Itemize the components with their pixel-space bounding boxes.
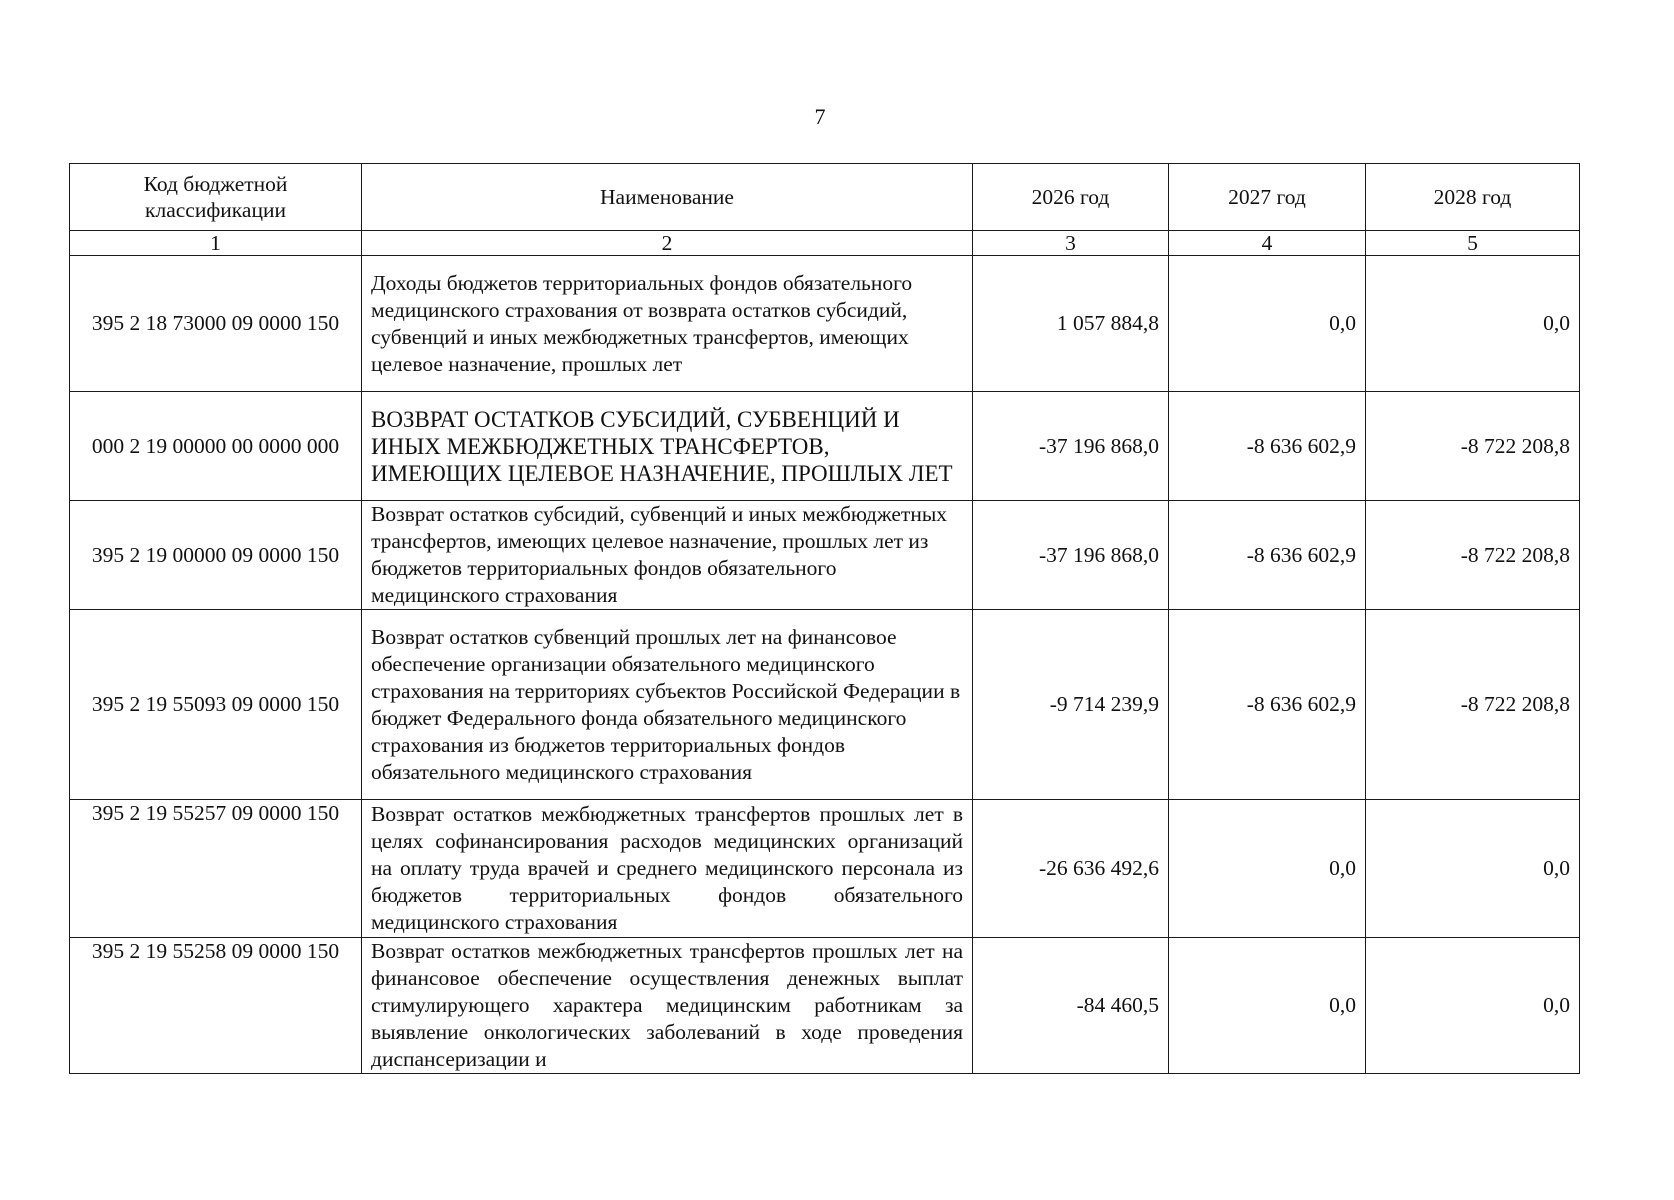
table-row	[70, 501, 1580, 610]
budget-code-cell: 395 2 19 00000 09 0000 150	[70, 501, 362, 610]
item-name-cell: Возврат остатков субсидий, субвенций и иных межбюджетных трансфертов, имеющих целевое назначение, прошлых лет из бюджетов территориальных фондов обязательного медицинского страхования	[362, 501, 973, 610]
table-row	[70, 392, 1580, 501]
value-2026-cell: 1 057 884,8	[973, 256, 1169, 392]
column-number: 4	[1169, 231, 1366, 256]
table-row	[70, 938, 1580, 1074]
item-name-cell: ВОЗВРАТ ОСТАТКОВ СУБСИДИЙ, СУБВЕНЦИЙ И ИНЫХ МЕЖБЮДЖЕТНЫХ ТРАНСФЕРТОВ, ИМЕЮЩИХ ЦЕЛЕВОЕ НАЗНАЧЕНИЕ, ПРОШЛЫХ ЛЕТ	[362, 392, 973, 501]
value-2027-cell: -8 636 602,9	[1169, 610, 1366, 800]
budget-code-cell: 000 2 19 00000 00 0000 000	[70, 392, 362, 501]
header-2027: 2027 год	[1169, 164, 1366, 231]
budget-code-cell: 395 2 19 55093 09 0000 150	[70, 610, 362, 800]
budget-code-cell: 395 2 18 73000 09 0000 150	[70, 256, 362, 392]
item-name-cell: Доходы бюджетов территориальных фондов обязательного медицинского страхования от возврата остатков субсидий, субвенций и иных межбюджетных трансфертов, имеющих целевое назначение, прошлых лет	[362, 256, 973, 392]
value-2028-cell: 0,0	[1366, 938, 1580, 1074]
value-2028-cell: 0,0	[1366, 800, 1580, 938]
value-2028-cell: -8 722 208,8	[1366, 610, 1580, 800]
budget-table	[69, 163, 1580, 1074]
column-number: 2	[362, 231, 973, 256]
value-2026-cell: -9 714 239,9	[973, 610, 1169, 800]
value-2028-cell: -8 722 208,8	[1366, 501, 1580, 610]
header-2026: 2026 год	[973, 164, 1169, 231]
value-2028-cell: 0,0	[1366, 256, 1580, 392]
table-row	[70, 800, 1580, 938]
table-header-row	[70, 164, 1580, 231]
column-number-row	[70, 231, 1580, 256]
column-number: 5	[1366, 231, 1580, 256]
budget-code-cell: 395 2 19 55257 09 0000 150	[70, 800, 362, 938]
value-2026-cell: -26 636 492,6	[973, 800, 1169, 938]
item-name-cell: Возврат остатков субвенций прошлых лет на финансовое обеспечение организации обязательного медицинского страхования на территориях субъектов Российской Федерации в бюджет Федерального фонда обязательного медицинского страхования из бюджетов территориальных фондов обязательного медицинского страхования	[362, 610, 973, 800]
item-name-cell: Возврат остатков межбюджетных трансфертов прошлых лет на финансовое обеспечение осуществления денежных выплат стимулирующего характера медицинским работникам за выявление онкологических заболеваний в ходе проведения диспансеризации и	[362, 938, 973, 1074]
value-2027-cell: 0,0	[1169, 256, 1366, 392]
column-number: 1	[70, 231, 362, 256]
value-2026-cell: -84 460,5	[973, 938, 1169, 1074]
value-2027-cell: 0,0	[1169, 938, 1366, 1074]
header-2028: 2028 год	[1366, 164, 1580, 231]
value-2026-cell: -37 196 868,0	[973, 501, 1169, 610]
column-number: 3	[973, 231, 1169, 256]
value-2027-cell: -8 636 602,9	[1169, 501, 1366, 610]
value-2028-cell: -8 722 208,8	[1366, 392, 1580, 501]
value-2026-cell: -37 196 868,0	[973, 392, 1169, 501]
table-row	[70, 256, 1580, 392]
item-name-cell: Возврат остатков межбюджетных трансфертов прошлых лет в целях софинансирования расходов медицинских организаций на оплату труда врачей и среднего медицинского персонала из бюджетов территориальных фондов обязательного медицинского страхования	[362, 800, 973, 938]
table-row	[70, 610, 1580, 800]
value-2027-cell: -8 636 602,9	[1169, 392, 1366, 501]
budget-code-cell: 395 2 19 55258 09 0000 150	[70, 938, 362, 1074]
value-2027-cell: 0,0	[1169, 800, 1366, 938]
page-number: 7	[814, 104, 826, 129]
header-code: Код бюджетной классификации	[70, 164, 362, 231]
header-name: Наименование	[362, 164, 973, 231]
